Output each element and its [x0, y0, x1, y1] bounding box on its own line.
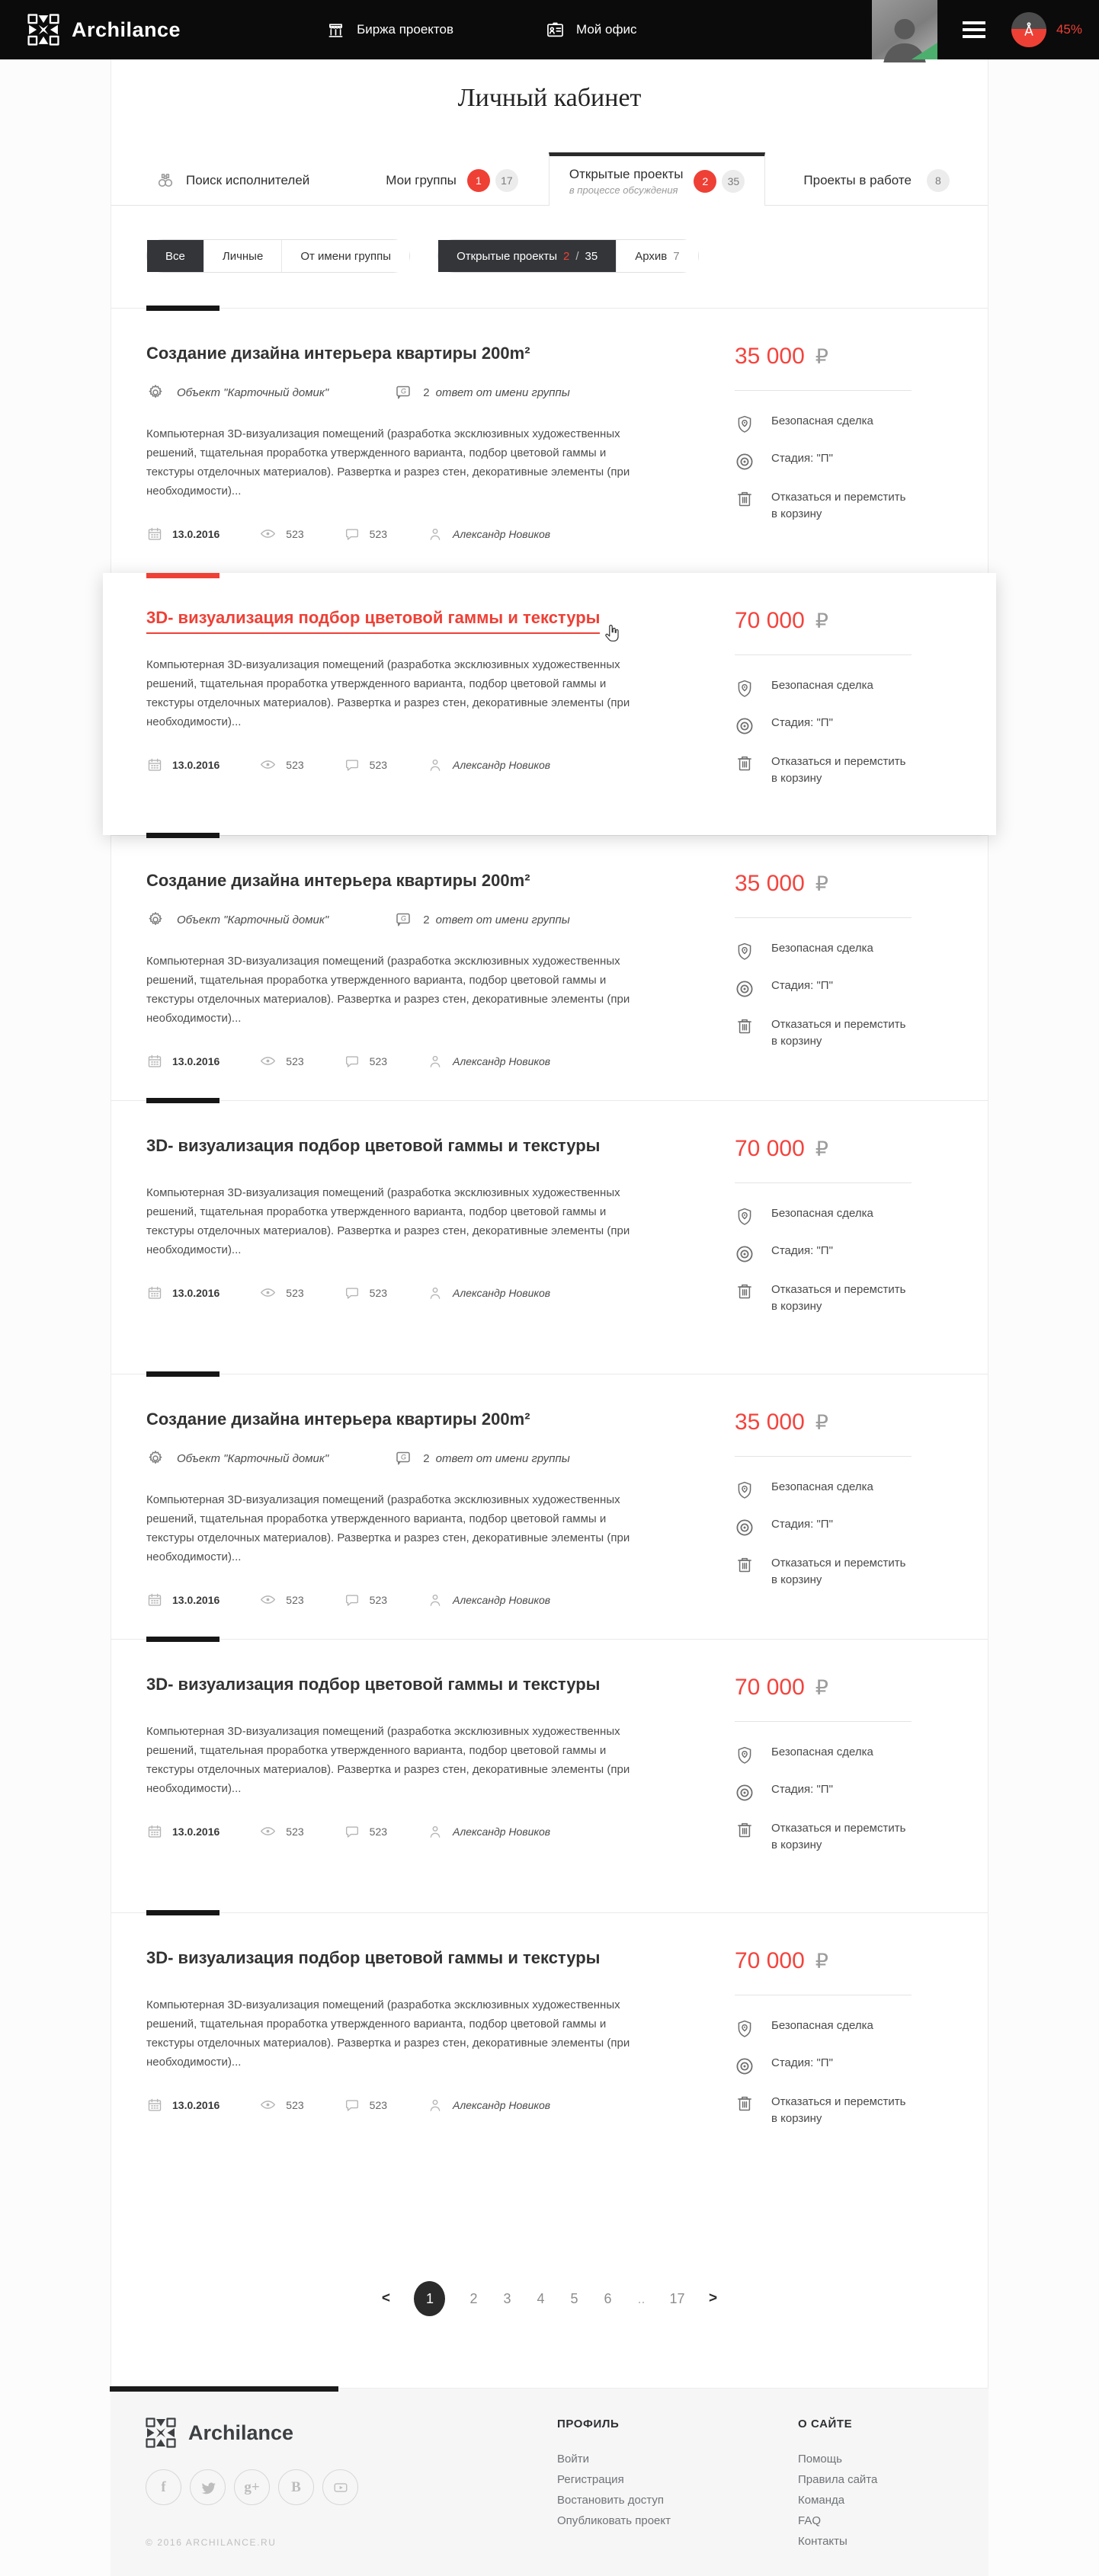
- comments-count: 523: [369, 758, 388, 771]
- group-reply-icon: [394, 910, 412, 929]
- project-meta-row: [146, 525, 665, 542]
- project-object-label: Объект "Карточный домик": [177, 913, 329, 926]
- comments-count: 523: [369, 527, 388, 540]
- youtube-icon[interactable]: [322, 2469, 358, 2505]
- calendar-icon: [146, 757, 163, 773]
- page-title: Личный кабинет: [457, 84, 642, 112]
- filter-archive[interactable]: [617, 240, 697, 272]
- project-description: Компьютерная 3D-визуализация помещений (разработка эксклюзивных художественных решений, тщательная проработка утвержденного варианта, подбор цветовой гаммы и текстуры отделочных материалов). Развертка и разрез стен, декоративные элементы (при необходимости)...: [146, 1493, 630, 1563]
- filter-open-count: 2: [562, 249, 570, 263]
- author-icon: [427, 757, 444, 773]
- footer-column-title: ПРОФИЛЬ: [557, 2418, 620, 2430]
- project-object-row: [146, 910, 665, 929]
- filter-open-total: 35: [585, 249, 598, 263]
- footer-link-restore-access[interactable]: Востановить доступ: [557, 2494, 664, 2507]
- currency-ruble: ₽: [815, 1138, 828, 1161]
- project-object-row: [146, 1449, 665, 1467]
- comments-icon: [344, 1053, 360, 1070]
- project-date: 13.0.2016: [172, 1054, 220, 1067]
- footer-link-publish-project[interactable]: Опубликовать проект: [557, 2514, 671, 2527]
- comments-count: 523: [369, 1593, 388, 1606]
- project-description: Компьютерная 3D-визуализация помещений (разработка эксклюзивных художественных решений, тщательная проработка утвержденного варианта, подбор цветовой гаммы и текстуры отделочных материалов). Развертка и разрез стен, декоративные элементы (при необходимости)...: [146, 1725, 630, 1795]
- tab-label: Проекты в работе: [803, 173, 912, 187]
- shield-icon: [735, 679, 755, 699]
- project-card: [111, 1100, 988, 1374]
- project-card: [111, 835, 988, 1100]
- status-filter: [437, 239, 699, 273]
- pagination-prev-button[interactable]: <: [381, 2290, 391, 2306]
- project-meta-row: [146, 1591, 665, 1608]
- tab-badge-new: 1: [467, 169, 490, 192]
- group-replies-label: ответ от имени группы: [435, 913, 570, 926]
- group-replies-label: ответ от имени группы: [435, 1451, 570, 1465]
- group-reply-icon: [394, 1449, 412, 1467]
- top-header: [0, 0, 1099, 59]
- calendar-icon: [146, 1285, 163, 1301]
- stage-status: Стадия: "П": [735, 1244, 953, 1264]
- copyright-text: © 2016 ARCHILANCE.RU: [146, 2537, 277, 2548]
- side-separator: [735, 917, 912, 918]
- project-price: 35 000 ₽: [735, 871, 828, 896]
- trash-icon: [735, 1282, 755, 1301]
- calendar-icon: [146, 1592, 163, 1608]
- group-replies-label: ответ от имени группы: [435, 386, 570, 399]
- tab-bar: [111, 152, 988, 206]
- project-object-label: Объект "Карточный домик": [177, 1451, 329, 1465]
- scope-filter: [146, 239, 410, 273]
- project-price: 35 000 ₽: [735, 344, 828, 369]
- card-top-dash: [146, 1098, 219, 1103]
- side-separator: [735, 1182, 912, 1183]
- trash-icon: [735, 2094, 755, 2114]
- project-side-panel: [735, 1948, 953, 2145]
- card-top-dash: [146, 306, 219, 311]
- tab-open-projects[interactable]: [549, 152, 766, 206]
- discard-to-trash-action[interactable]: Отказаться и перемстить в корзину: [735, 1282, 953, 1315]
- target-icon: [735, 979, 755, 999]
- card-top-dash: [146, 573, 219, 578]
- project-title-link[interactable]: Создание дизайна интерьера квартиры 200m²: [146, 1410, 530, 1429]
- calendar-icon: [146, 2097, 163, 2114]
- comments-count: 523: [369, 1825, 388, 1838]
- project-meta-row: [146, 1052, 665, 1070]
- discard-to-trash-action[interactable]: Отказаться и перемстить в корзину: [735, 1555, 953, 1589]
- comments-icon: [344, 1285, 360, 1301]
- project-price: 70 000 ₽: [735, 1136, 828, 1161]
- brand-logo[interactable]: [0, 14, 181, 46]
- views-count: 523: [286, 2098, 304, 2111]
- stage-status: Стадия: "П": [735, 979, 953, 999]
- project-author: Александр Новиков: [453, 1054, 551, 1067]
- project-author: Александр Новиков: [453, 2098, 551, 2111]
- pagination-page-5[interactable]: 5: [570, 2290, 578, 2306]
- google-plus-icon[interactable]: g+: [234, 2469, 270, 2505]
- author-icon: [427, 1592, 444, 1608]
- safe-deal-status: Безопасная сделка: [735, 414, 953, 434]
- shield-icon: [735, 1480, 755, 1500]
- currency-ruble: ₽: [815, 1950, 828, 1973]
- views-count: 523: [286, 1593, 304, 1606]
- comments-count: 523: [369, 2098, 388, 2111]
- currency-ruble: ₽: [815, 610, 828, 633]
- tab-my-groups[interactable]: [364, 156, 540, 205]
- tab-label: Поиск исполнителей: [186, 173, 310, 187]
- discard-to-trash-action[interactable]: Отказаться и перемстить в корзину: [735, 2094, 953, 2127]
- filter-label: Архив: [635, 249, 668, 263]
- nav-item-my-office[interactable]: [545, 20, 636, 40]
- tab-badge-new: 2: [694, 170, 716, 193]
- tab-label: Мои группы: [386, 173, 457, 187]
- views-icon: [259, 2096, 277, 2114]
- project-author: Александр Новиков: [453, 1593, 551, 1606]
- pagination-page-3[interactable]: 3: [503, 2290, 511, 2306]
- shield-icon: [735, 2019, 755, 2039]
- id-card-icon: [545, 20, 566, 40]
- project-meta-row: [146, 2096, 665, 2114]
- pagination-page-2[interactable]: 2: [469, 2290, 478, 2306]
- discard-to-trash-action[interactable]: Отказаться и перемстить в корзину: [735, 1016, 953, 1050]
- stage-status: Стадия: "П": [735, 2056, 953, 2076]
- currency-ruble: ₽: [815, 872, 828, 896]
- footer-link-help[interactable]: Помощь: [798, 2453, 842, 2466]
- stage-status: Стадия: "П": [735, 1783, 953, 1803]
- comments-count: 523: [369, 1286, 388, 1299]
- project-description: Компьютерная 3D-визуализация помещений (разработка эксклюзивных художественных решений, тщательная проработка утвержденного варианта, подбор цветовой гаммы и текстуры отделочных материалов). Развертка и разрез стен, декоративные элементы (при необходимости)...: [146, 1186, 630, 1256]
- trash-icon: [735, 1555, 755, 1575]
- footer-link-contacts[interactable]: Контакты: [798, 2535, 847, 2548]
- project-meta-row: [146, 756, 665, 773]
- gear-icon: [146, 383, 165, 402]
- trash-icon: [735, 489, 755, 509]
- footer-top-dash: [110, 2386, 338, 2392]
- shield-icon: [735, 1746, 755, 1765]
- views-icon: [259, 1284, 277, 1301]
- project-card-hovered: [103, 573, 996, 835]
- project-author: Александр Новиков: [453, 527, 551, 540]
- views-count: 523: [286, 758, 304, 771]
- calendar-icon: [146, 1053, 163, 1070]
- trash-icon: [735, 1820, 755, 1840]
- shield-icon: [735, 414, 755, 434]
- project-date: 13.0.2016: [172, 2098, 220, 2111]
- target-icon: [735, 1783, 755, 1803]
- project-title-link[interactable]: 3D- визуализация подбор цветовой гаммы и текстуры: [146, 608, 600, 634]
- filter-bar: [111, 206, 988, 308]
- currency-ruble: ₽: [815, 1411, 828, 1435]
- card-top-dash: [146, 1371, 219, 1377]
- discard-to-trash-action[interactable]: Отказаться и перемстить в корзину: [735, 1820, 953, 1854]
- project-description: Компьютерная 3D-визуализация помещений (разработка эксклюзивных художественных решений, тщательная проработка утвержденного варианта, подбор цветовой гаммы и текстуры отделочных материалов). Развертка и разрез стен, декоративные элементы (при необходимости)...: [146, 955, 630, 1025]
- profile-progress-gauge[interactable]: [1011, 12, 1046, 47]
- comments-icon: [344, 1823, 360, 1840]
- author-icon: [427, 1053, 444, 1070]
- project-title-link[interactable]: 3D- визуализация подбор цветовой гаммы и текстуры: [146, 1675, 601, 1694]
- stage-status: Стадия: "П": [735, 716, 953, 736]
- tab-label: Открытые проекты: [569, 166, 684, 181]
- tab-badge-total: 8: [927, 169, 950, 192]
- project-description: Компьютерная 3D-визуализация помещений (разработка эксклюзивных художественных решений, тщательная проработка утвержденного варианта, подбор цветовой гаммы и текстуры отделочных материалов). Развертка и разрез стен, декоративные элементы (при необходимости)...: [146, 1998, 630, 2069]
- views-count: 523: [286, 1054, 304, 1067]
- project-card: [111, 1374, 988, 1639]
- pagination-page-4[interactable]: 4: [537, 2290, 545, 2306]
- drafting-compass-icon: [1019, 20, 1039, 40]
- footer-link-login[interactable]: Войти: [557, 2453, 589, 2466]
- project-object-label: Объект "Карточный домик": [177, 386, 329, 399]
- hamburger-menu-button[interactable]: [963, 21, 985, 38]
- nav-item-exchange[interactable]: [325, 20, 453, 40]
- project-title-link[interactable]: Создание дизайна интерьера квартиры 200m²: [146, 871, 530, 890]
- project-side-panel: [735, 344, 953, 542]
- trash-icon: [735, 754, 755, 773]
- safe-deal-status: Безопасная сделка: [735, 1207, 953, 1227]
- calendar-icon: [146, 526, 163, 542]
- views-count: 523: [286, 1825, 304, 1838]
- project-card: [111, 1639, 988, 1912]
- safe-deal-status: Безопасная сделка: [735, 2019, 953, 2039]
- nav-item-label: Биржа проектов: [357, 22, 453, 37]
- user-avatar[interactable]: [872, 0, 937, 59]
- pagination-page-6[interactable]: 6: [604, 2290, 612, 2306]
- discard-to-trash-action[interactable]: Отказаться и перемстить в корзину: [735, 754, 953, 787]
- shield-icon: [735, 942, 755, 962]
- project-date: 13.0.2016: [172, 1286, 220, 1299]
- group-replies-count: 2: [423, 386, 430, 399]
- project-side-panel: [735, 1410, 953, 1608]
- side-separator: [735, 1721, 912, 1722]
- group-replies-count: 2: [423, 913, 430, 926]
- filter-separator: /: [575, 249, 579, 263]
- side-separator: [735, 1456, 912, 1457]
- project-card: [111, 308, 988, 573]
- project-date: 13.0.2016: [172, 758, 220, 771]
- behance-icon[interactable]: B: [278, 2469, 314, 2505]
- safe-deal-status: Безопасная сделка: [735, 942, 953, 962]
- side-separator: [735, 654, 912, 655]
- project-author: Александр Новиков: [453, 1825, 551, 1838]
- tab-badge-total: 35: [722, 170, 745, 193]
- profile-progress-value: 45%: [1056, 22, 1082, 37]
- project-side-panel: [735, 608, 953, 805]
- pagination: [111, 2281, 988, 2316]
- footer-link-register[interactable]: Регистрация: [557, 2473, 624, 2486]
- filter-archive-count: 7: [673, 249, 680, 263]
- page-footer: [111, 2389, 988, 2576]
- brand-name: Archilance: [72, 18, 181, 41]
- project-meta-row: [146, 1284, 665, 1301]
- facebook-icon[interactable]: f: [146, 2469, 181, 2505]
- project-card: [111, 1912, 988, 2186]
- pagination-next-button[interactable]: >: [708, 2290, 718, 2306]
- project-object-row: [146, 383, 665, 402]
- twitter-icon[interactable]: [190, 2469, 226, 2505]
- calendar-icon: [146, 1823, 163, 1840]
- target-icon: [735, 716, 755, 736]
- group-reply-icon: [394, 383, 412, 402]
- gear-icon: [146, 1449, 165, 1467]
- project-price: 70 000 ₽: [735, 608, 828, 633]
- tab-search-performers[interactable]: [134, 156, 331, 205]
- project-meta-row: [146, 1822, 665, 1840]
- side-separator: [735, 390, 912, 391]
- author-icon: [427, 1285, 444, 1301]
- project-date: 13.0.2016: [172, 1825, 220, 1838]
- project-description: Компьютерная 3D-визуализация помещений (разработка эксклюзивных художественных решений, тщательная проработка утвержденного варианта, подбор цветовой гаммы и текстуры отделочных материалов). Развертка и разрез стен, декоративные элементы (при необходимости)...: [146, 427, 630, 498]
- footer-column-title: О САЙТЕ: [798, 2418, 853, 2430]
- brand-grid-icon: [27, 14, 59, 46]
- comments-icon: [344, 1592, 360, 1608]
- tab-subtitle: в процессе обсуждения: [569, 184, 678, 196]
- views-icon: [259, 1822, 277, 1840]
- filter-personal[interactable]: Личные: [204, 240, 282, 272]
- main-content: [111, 59, 988, 2389]
- filter-label: Открытые проекты: [457, 249, 557, 263]
- project-date: 13.0.2016: [172, 1593, 220, 1606]
- mouse-cursor-hand-icon: [602, 623, 622, 643]
- project-description: Компьютерная 3D-визуализация помещений (разработка эксклюзивных художественных решений, тщательная проработка утвержденного варианта, подбор цветовой гаммы и текстуры отделочных материалов). Развертка и разрез стен, декоративные элементы (при необходимости)...: [146, 658, 630, 728]
- shield-icon: [735, 1207, 755, 1227]
- card-top-dash: [146, 833, 219, 838]
- currency-ruble: ₽: [815, 1676, 828, 1700]
- filter-all[interactable]: Все: [147, 240, 204, 272]
- pagination-ellipsis: ..: [637, 2290, 646, 2306]
- nav-item-label: Мой офис: [576, 22, 637, 37]
- target-icon: [735, 452, 755, 472]
- footer-link-team[interactable]: Команда: [798, 2494, 845, 2507]
- views-count: 523: [286, 527, 304, 540]
- views-icon: [259, 525, 277, 542]
- trash-icon: [735, 1016, 755, 1036]
- footer-left: [146, 2418, 557, 2576]
- filter-open-projects[interactable]: [438, 240, 617, 272]
- pagination-page-1[interactable]: 1: [414, 2281, 445, 2316]
- safe-deal-status: Безопасная сделка: [735, 679, 953, 699]
- stage-status: Стадия: "П": [735, 1518, 953, 1538]
- project-side-panel: [735, 871, 953, 1070]
- tab-badge-total: 17: [495, 169, 518, 192]
- author-icon: [427, 526, 444, 542]
- project-author: Александр Новиков: [453, 1286, 551, 1299]
- views-icon: [259, 1052, 277, 1070]
- project-side-panel: [735, 1136, 953, 1333]
- project-author: Александр Новиков: [453, 758, 551, 771]
- author-icon: [427, 1823, 444, 1840]
- comments-icon: [344, 526, 360, 542]
- safe-deal-status: Безопасная сделка: [735, 1746, 953, 1765]
- gear-icon: [146, 910, 165, 929]
- project-price: 70 000 ₽: [735, 1675, 828, 1700]
- target-icon: [735, 2056, 755, 2076]
- views-count: 523: [286, 1286, 304, 1299]
- target-icon: [735, 1518, 755, 1538]
- binoculars-icon: [155, 171, 175, 190]
- filter-on-behalf-of-group[interactable]: От имени группы: [282, 240, 409, 272]
- comments-icon: [344, 2097, 360, 2114]
- footer-link-rules[interactable]: Правила сайта: [798, 2473, 878, 2486]
- comments-count: 523: [369, 1054, 388, 1067]
- views-icon: [259, 756, 277, 773]
- card-top-dash: [146, 1910, 219, 1915]
- footer-link-faq[interactable]: FAQ: [798, 2514, 822, 2527]
- safe-deal-status: Безопасная сделка: [735, 1480, 953, 1500]
- social-links: [146, 2469, 557, 2505]
- tab-projects-in-work[interactable]: [782, 156, 970, 205]
- footer-column-about: [798, 2418, 988, 2576]
- project-side-panel: [735, 1675, 953, 1871]
- project-title-link[interactable]: 3D- визуализация подбор цветовой гаммы и текстуры: [146, 1136, 601, 1155]
- project-price: 70 000 ₽: [735, 1948, 828, 1973]
- author-icon: [427, 2097, 444, 2114]
- project-title-link[interactable]: 3D- визуализация подбор цветовой гаммы и текстуры: [146, 1948, 601, 1967]
- discard-to-trash-action[interactable]: Отказаться и перемстить в корзину: [735, 489, 953, 523]
- project-date: 13.0.2016: [172, 527, 220, 540]
- target-icon: [735, 1244, 755, 1264]
- pagination-page-17[interactable]: 17: [669, 2290, 685, 2306]
- footer-brand-logo[interactable]: [146, 2418, 557, 2448]
- views-icon: [259, 1591, 277, 1608]
- stage-status: Стадия: "П": [735, 452, 953, 472]
- currency-ruble: ₽: [815, 345, 828, 369]
- project-price: 35 000 ₽: [735, 1410, 828, 1435]
- footer-column-profile: [557, 2418, 798, 2576]
- card-top-dash: [146, 1637, 219, 1642]
- bank-icon: [325, 20, 346, 40]
- comments-icon: [344, 757, 360, 773]
- project-title-link[interactable]: Создание дизайна интерьера квартиры 200m²: [146, 344, 530, 363]
- header-nav: [325, 20, 636, 40]
- group-replies-count: 2: [423, 1451, 430, 1465]
- brand-grid-icon: [146, 2418, 176, 2448]
- footer-brand-name: Archilance: [188, 2421, 294, 2444]
